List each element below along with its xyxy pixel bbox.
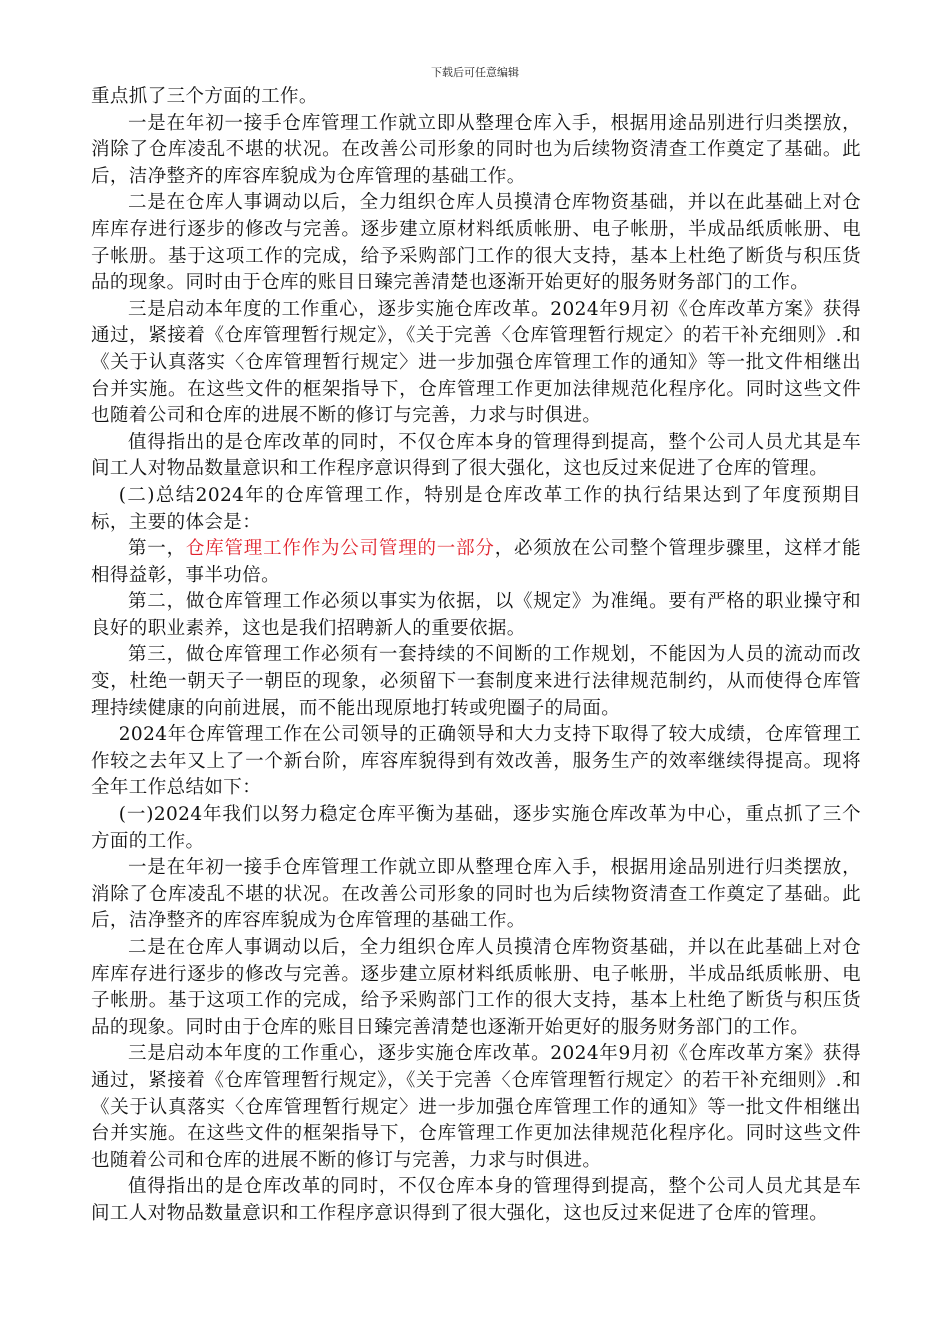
paragraph-summary-heading: (二)总结2024年的仓库管理工作，特别是仓库改革工作的执行结果达到了年度预期目标，主要的体会是：: [91, 484, 861, 533]
paragraph-point-one-repeat: 一是在年初一接手仓库管理工作就立即从整理仓库入手，根据用途品别进行归类摆放，消除了仓库凌乱不堪的状况。在改善公司形象的同时也为后续物资清查工作奠定了基础。此后，洁净整齐的库容库貌成为仓库管理的基础工作。: [91, 857, 861, 932]
paragraph-annual-overview: 2024年仓库管理工作在公司领导的正确领导和大力支持下取得了较大成绩，仓库管理工作较之去年又上了一个新台阶，库容库貌得到有效改善，服务生产的效率继续得提高。现将全年工作总结如下：: [91, 724, 861, 799]
insight-one-suffix: ，必须放在公司整个管理步骤里，这样才能相得益彰，事半功倍。: [91, 538, 861, 586]
page-header: 下载后可任意编辑: [431, 66, 519, 79]
highlighted-phrase: 仓库管理工作作为公司管理的一部分: [185, 538, 495, 560]
paragraph-point-three-repeat: 三是启动本年度的工作重心，逐步实施仓库改革。2024年9月初《仓库改革方案》获得通过，紧接着《仓库管理暂行规定》，《关于完善〈仓库管理暂行规定〉的若干补充细则》.和《关于认真落实〈仓库管理暂行规定〉进一步加强仓库管理工作的通知》等一批文件相继出台并实施。在这些文件的框架指导下，仓库管理工作更加法律规范化程序化。同时这些文件也随着公司和仓库的进展不断的修订与完善，力求与时俱进。: [91, 1043, 861, 1171]
insight-one-prefix: 第一，: [128, 538, 186, 560]
paragraph-point-two: 二是在仓库人事调动以后，全力组织仓库人员摸清仓库物资基础，并以在此基础上对仓库库存进行逐步的修改与完善。逐步建立原材料纸质帐册、电子帐册，半成品纸质帐册、电子帐册。基于这项工作的完成，给予采购部门工作的很大支持，基本上杜绝了断货与积压货品的现象。同时由于仓库的账目日臻完善清楚也逐渐开始更好的服务财务部门的工作。: [91, 192, 861, 294]
paragraph-section-one-heading: (一)2024年我们以努力稳定仓库平衡为基础，逐步实施仓库改革为中心，重点抓了三个方面的工作。: [91, 804, 861, 852]
paragraph-point-three: 三是启动本年度的工作重心，逐步实施仓库改革。2024年9月初《仓库改革方案》获得通过，紧接着《仓库管理暂行规定》，《关于完善〈仓库管理暂行规定〉的若干补充细则》.和《关于认真落实〈仓库管理暂行规定〉进一步加强仓库管理工作的通知》等一批文件相继出台并实施。在这些文件的框架指导下，仓库管理工作更加法律规范化程序化。同时这些文件也随着公司和仓库的进展不断的修订与完善，力求与时俱进。: [91, 298, 861, 427]
paragraph-reform-note: 值得指出的是仓库改革的同时，不仅仓库本身的管理得到提高，整个公司人员尤其是车间工人对物品数量意识和工作程序意识得到了很大强化，这也反过来促进了仓库的管理。: [91, 431, 861, 480]
paragraph-insight-three: 第三，做仓库管理工作必须有一套持续的不间断的工作规划，不能因为人员的流动而改变，杜绝一朝天子一朝臣的现象，必须留下一套制度来进行法律规范制约，从而使得仓库管理持续健康的向前进展，而不能出现原地打转或兜圈子的局面。: [91, 644, 861, 719]
paragraph-insight-two: 第二，做仓库管理工作必须以事实为依据，以《规定》为准绳。要有严格的职业操守和良好的职业素养，这也是我们招聘新人的重要依据。: [91, 591, 861, 639]
paragraph-reform-note-repeat: 值得指出的是仓库改革的同时，不仅仓库本身的管理得到提高，整个公司人员尤其是车间工人对物品数量意识和工作程序意识得到了很大强化，这也反过来促进了仓库的管理。: [91, 1176, 861, 1224]
paragraph-point-one: 一是在年初一接手仓库管理工作就立即从整理仓库入手，根据用途品别进行归类摆放，消除了仓库凌乱不堪的状况。在改善公司形象的同时也为后续物资清查工作奠定了基础。此后，洁净整齐的库容库貌成为仓库管理的基础工作。: [91, 112, 861, 187]
paragraph-point-two-repeat: 二是在仓库人事调动以后，全力组织仓库人员摸清仓库物资基础，并以在此基础上对仓库库存进行逐步的修改与完善。逐步建立原材料纸质帐册、电子帐册，半成品纸质帐册、电子帐册。基于这项工作的完成，给予采购部门工作的很大支持，基本上杜绝了断货与积压货品的现象。同时由于仓库的账目日臻完善清楚也逐渐开始更好的服务财务部门的工作。: [91, 937, 861, 1038]
paragraph-insight-one: [91, 536, 861, 589]
document-body: [91, 84, 861, 1228]
paragraph-focus-areas: 重点抓了三个方面的工作。: [91, 86, 318, 107]
